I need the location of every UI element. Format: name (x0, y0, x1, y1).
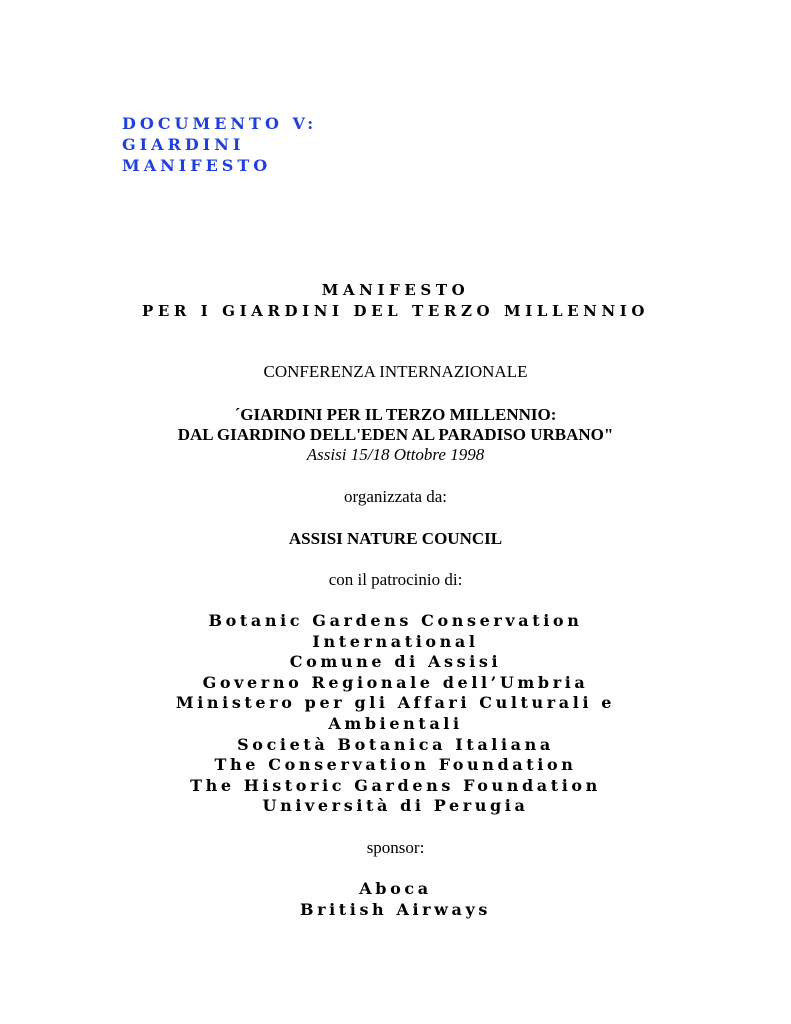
organized-by-label-block (0, 487, 791, 507)
manifesto-title (0, 280, 791, 322)
patronage-label: con il patrocinio di: (328, 570, 463, 589)
sponsor-list (0, 879, 791, 920)
patron-item: International (312, 631, 479, 651)
conference-place-date: Assisi 15/18 Ottobre 1998 (306, 445, 485, 464)
patron-item: Governo Regionale dell’Umbria (202, 672, 589, 692)
conference-label: CONFERENZA INTERNAZIONALE (263, 362, 528, 381)
manifesto-title-line1: MANIFESTO (321, 281, 470, 299)
sponsor-item: Aboca (359, 879, 432, 898)
patron-item: Ambientali (328, 713, 463, 733)
organizer-name: ASSISI NATURE COUNCIL (288, 529, 503, 548)
conference-name-block (0, 405, 791, 465)
conference-label-block (0, 362, 791, 382)
sponsor-item: British Airways (299, 899, 492, 919)
document-heading (122, 113, 317, 176)
patron-item: Comune di Assisi (289, 652, 502, 672)
document-heading-line: MANIFESTO (122, 156, 272, 175)
patronage-label-block (0, 570, 791, 590)
patron-item: Botanic Gardens Conservation (208, 611, 583, 630)
patron-item: Società Botanica Italiana (237, 734, 554, 754)
document-heading-line: GIARDINI (122, 135, 245, 154)
organizer-block (0, 529, 791, 549)
patron-list (0, 611, 791, 817)
sponsor-label-block (0, 838, 791, 858)
manifesto-title-line2: PER I GIARDINI DEL TERZO MILLENNIO (141, 302, 650, 320)
document-heading-line: DOCUMENTO V: (122, 114, 318, 133)
sponsor-label: sponsor: (366, 838, 425, 857)
conference-name-line2: DAL GIARDINO DELL'EDEN AL PARADISO URBANO" (177, 425, 614, 444)
patron-item: The Historic Gardens Foundation (190, 775, 601, 795)
conference-name-line1: ´GIARDINI PER IL TERZO MILLENNIO: (234, 405, 557, 424)
patron-item: The Conservation Foundation (214, 755, 577, 775)
patron-item: Università di Perugia (262, 796, 529, 816)
patron-item: Ministero per gli Affari Culturali e (175, 693, 616, 713)
organized-by-label: organizzata da: (343, 487, 448, 506)
